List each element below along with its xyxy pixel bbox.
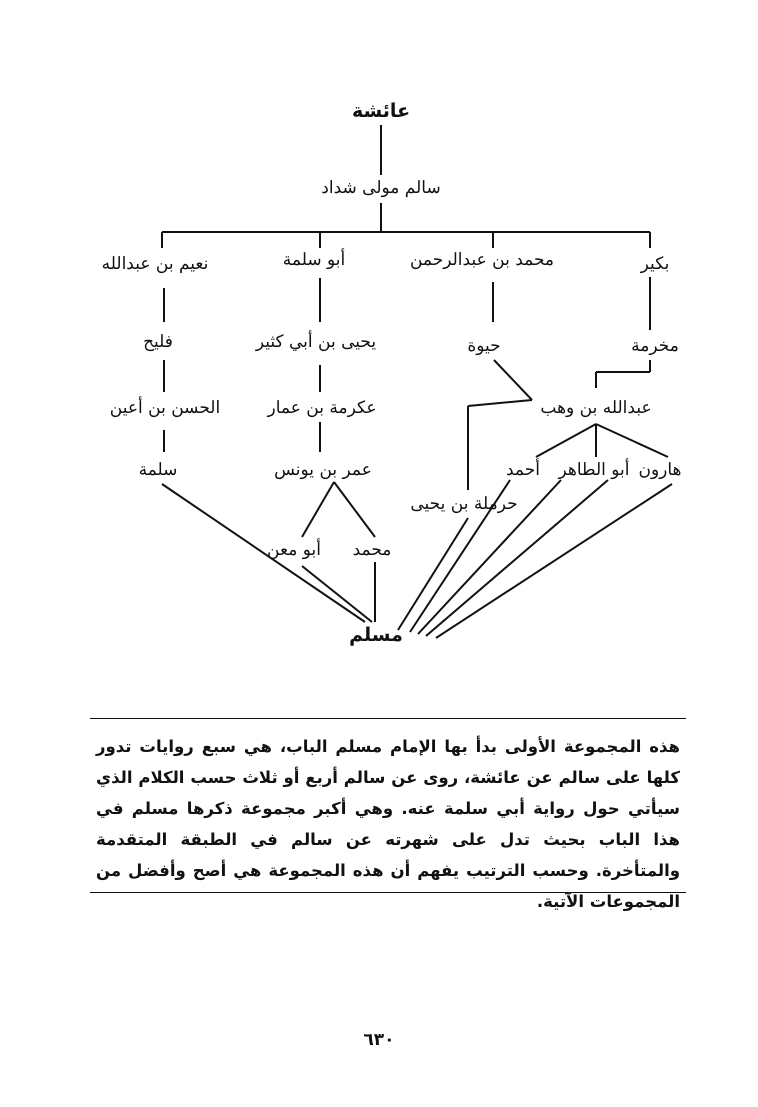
node-muhammad-abdulrahman: محمد بن عبدالرحمن: [409, 250, 555, 270]
node-abu-maan: أبو معن: [267, 540, 321, 560]
node-fulayh: فليح: [143, 332, 173, 352]
node-ikrima: عكرمة بن عمار: [267, 398, 377, 418]
node-harun: هارون: [638, 460, 682, 480]
node-harmala: حرملة بن يحيى: [410, 494, 518, 514]
node-muslim: مسلم: [349, 624, 403, 646]
node-umar-ibn-yunus: عمر بن يونس: [274, 460, 372, 480]
node-hasan-ibn-ayan: الحسن بن أعين: [109, 398, 221, 418]
node-yahya-ibn-abi-kathir: يحيى بن أبي كثير: [255, 332, 377, 352]
node-haywa: حيوة: [467, 336, 501, 356]
node-abdullah-ibn-wahb: عبدالله بن وهب: [540, 398, 652, 418]
node-aisha: عائشة: [351, 100, 411, 122]
commentary-box: [90, 718, 686, 911]
node-salama: سلمة: [138, 460, 178, 480]
commentary-text: هذه المجموعة الأولى بدأ بها الإمام مسلم الباب، هي سبع روايات تدور كلها على سالم عن عائشة، روى عن سالم أربع أو ثلاث حسب الكلام الذي سيأتي حول رواية أبي سلمة عنه. وهي أكبر مجموعة ذكرها مسلم في هذا الباب بحيث تدل على شهرته عن سالم في الطبقة المتقدمة والمتأخرة. وحسب الترتيب يفهم أن هذه المجموعة هي أصح وأفضل من المجموعات الآتية.: [96, 737, 680, 911]
node-bukayr: بكير: [640, 254, 670, 274]
page-number: ٦٣٠: [363, 1030, 395, 1050]
node-abu-tahir: أبو الطاهر: [558, 460, 630, 480]
node-abu-salama: أبو سلمة: [282, 250, 346, 270]
node-muhammad: محمد: [352, 540, 392, 560]
node-ahmad: أحمد: [506, 460, 540, 480]
node-salim: سالم مولى شداد: [321, 178, 441, 198]
node-makhrama: مخرمة: [631, 336, 679, 356]
node-nuaym: نعيم بن عبدالله: [101, 254, 209, 274]
